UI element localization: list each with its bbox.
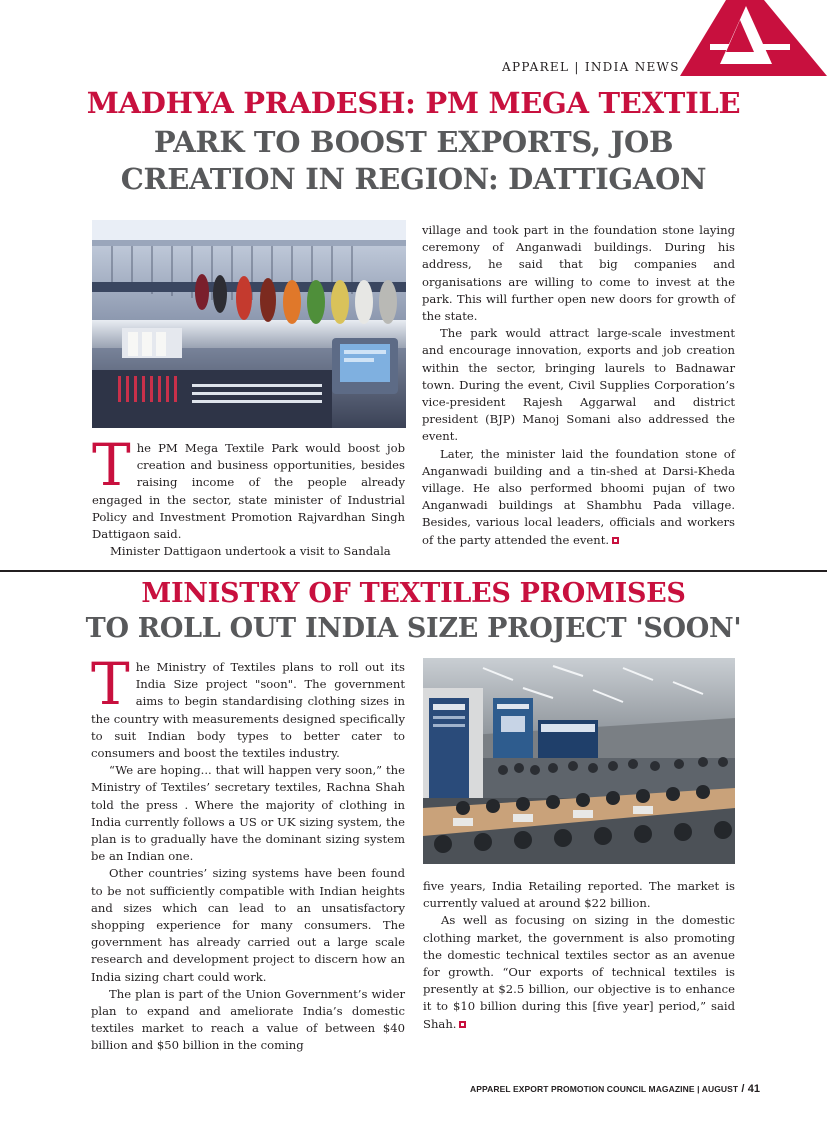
end-mark-icon [459,1021,466,1028]
article2-paragraph: The plan is part of the Union Government’s wider plan to expand and ameliorate India’s domestic textiles market to reach a value of between $40 billion and $50 billion in the coming [91,986,405,1053]
article1-column2 [422,222,735,549]
section-tag: APPAREL | INDIA NEWS [502,60,680,74]
magazine-logo-icon [680,0,827,76]
article1-paragraph: Minister Dattigaon undertook a visit to Sandala [110,544,391,559]
magazine-name: APPAREL EXPORT PROMOTION COUNCIL MAGAZINE | AUGUST [470,1084,739,1094]
article2-paragraph: The Ministry of Textiles plans to roll out its India Size project "soon". The government aims to begin standardising clothing sizes in the country with measurements designed specifically to suit Indian body types to better cater to consumers and boost the textiles industry. [91,650,405,761]
article2-paragraph: As well as focusing on sizing in the domestic clothing market, the government is also promoting the domestic technical textiles sector as an avenue for growth. “Our exports of technical textiles is presently at $2.5 billion, our objective is to enhance it to $10 billion during this [five year] period,” said Shah. [423,913,735,1031]
conference-photo [423,658,735,864]
article1-paragraph: Later, the minister laid the foundation stone of Anganwadi building and a tin-shed at Darsi-Kheda village. He also performed bhoomi pujan of two Anganwadi buildings at Shambhu Pada village. Besides, various local leaders, officials and workers of the party attended the event. [422,446,735,547]
article1-paragraph: The park would attract large-scale investment and encourage innovation, exports and job creation within the sector, bringing laurels to Badnawar town. During the event, Civil Supplies Corporation’s vice-president Rajesh Aggarwal and district president (BJP) Manoj Somani also addressed the event. [422,326,735,444]
article1-paragraph: village and took part in the foundation stone laying ceremony of Anganwadi buildings. During his address, he said that big companies and organisations are willing to come to invest at the park. This will further open new doors for growth of the state. [422,223,735,324]
article2-paragraph: Other countries’ sizing systems have been found to be not sufficiently compatible with Indian heights and sizes which can lead to an unsatisfactory shopping experience for many consumers. The government has already carried out a large scale research and development project to discern how an India sizing chart could work. [91,866,405,984]
textile-machine-photo [92,220,406,428]
article1-headline-line3: CREATION IN REGION: DATTIGAON [120,162,707,196]
article2-headline-line1: MINISTRY OF TEXTILES PROMISES [141,578,686,609]
dropcap: T [91,650,130,718]
dropcap: T [92,431,131,499]
article1-column1 [92,431,405,560]
article1-headline-line2: PARK TO BOOST EXPORTS, JOB [153,125,674,159]
end-mark-icon [612,537,619,544]
article1-headline-line1: MADHYA PRADESH: PM MEGA TEXTILE [86,86,741,120]
article2-column2 [423,878,735,1033]
section-divider [0,570,827,572]
article1-paragraph: The PM Mega Textile Park would boost job creation and business opportunities, besides raising income of the people already engaged in the sector, state minister of Industrial Policy and Investment Promotion Rajvardhan Singh Dattigaon said. [92,431,405,542]
article2-column1 [91,650,405,1055]
page-number: 41 [747,1083,761,1095]
article2-paragraph: “We are hoping... that will happen very soon,” the Ministry of Textiles’ secretary textiles, Rachna Shah told the press . Where the majority of clothing in India currently follows a US or UK sizing system, the plan is to gradually have the dominant sizing system be an Indian one. [91,763,405,864]
article2-paragraph: five years, India Retailing reported. The market is currently valued at around $22 billion. [423,879,735,911]
article2-headline-line2: TO ROLL OUT INDIA SIZE PROJECT 'SOON' [85,613,742,644]
page-footer [470,1083,760,1095]
footer-separator: / [738,1083,748,1095]
